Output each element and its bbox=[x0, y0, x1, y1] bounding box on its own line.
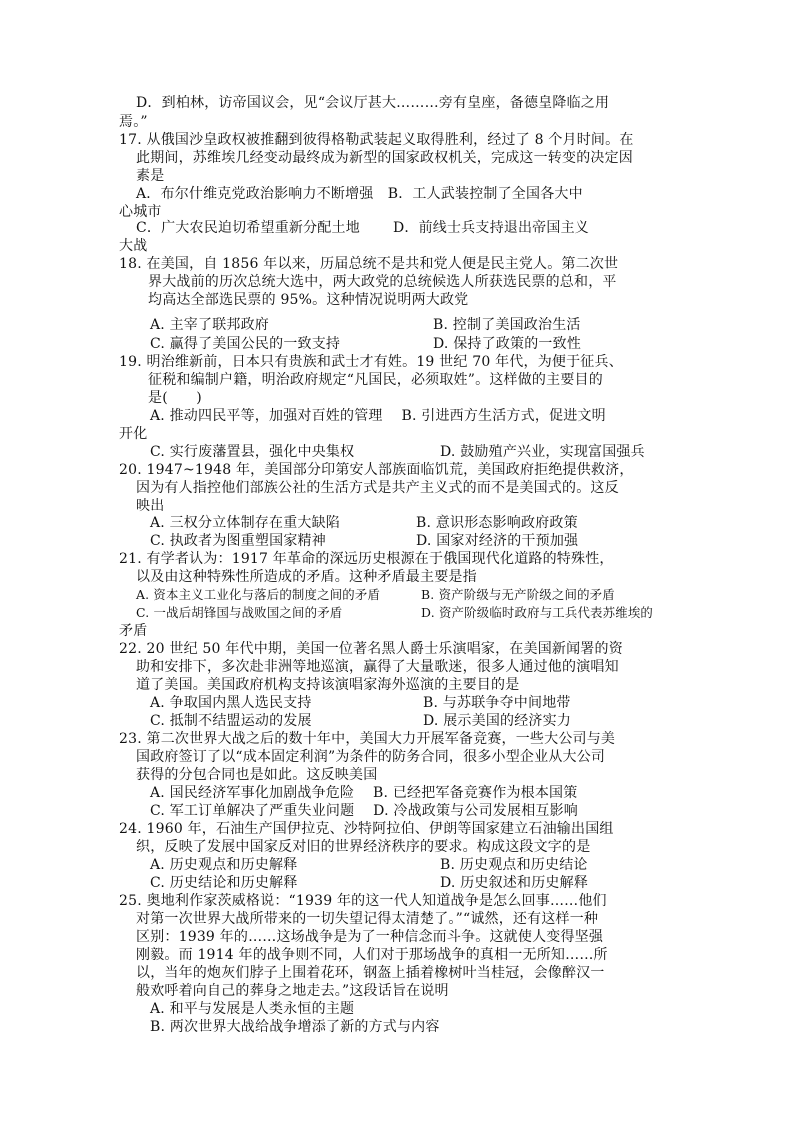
q20-option-d: D. 国家对经济的干预加强 bbox=[416, 533, 579, 549]
q18-stem-line2: 界大战前的历次总统大选中，两大政党的总统候选人所获选民票的总和，平 bbox=[148, 274, 617, 290]
q22-stem-line3: 道了美国。美国政府机构支持该演唱家海外巡演的主要目的是 bbox=[136, 677, 520, 693]
q22-option-a: A. 争取国内黑人选民支持 bbox=[150, 695, 312, 711]
q17-stem-line3: 素是 bbox=[136, 168, 165, 184]
q21-option-b: B. 资产阶级与无产阶级之间的矛盾 bbox=[421, 587, 615, 602]
q22-stem-line2: 助和安排下，多次赴非洲等地巡演，赢得了大量歌迷，很多人通过他的演唱知 bbox=[136, 659, 619, 675]
q25-stem-line5: 以，当年的炮灰们脖子上围着花环，钢盔上插着橡树叶当桂冠，会像醉汉一 bbox=[136, 965, 605, 981]
q17-option-d-cont: 大战 bbox=[119, 238, 148, 254]
q23-option-ab: A. 国民经济军事化加剧战争危险 B. 已经把军备竞赛作为根本国策 bbox=[150, 785, 578, 801]
q18-stem-line3: 均高达全部选民票的 95%。这种情况说明两大政党 bbox=[148, 292, 469, 308]
q17-stem-line1: 17. 从俄国沙皇政权被推翻到彼得格勒武装起义取得胜利，经过了 8 个月时间。在 bbox=[119, 132, 634, 148]
q20-stem-line1: 20. 1947~1948 年，美国部分印第安人部族面临饥荒，美国政府拒绝提供救济， bbox=[119, 462, 634, 478]
q18-option-a: A. 主宰了联邦政府 bbox=[150, 317, 270, 333]
q25-stem-line2: 对第一次世界大战所带来的一切失望记得太清楚了。”“诚然，还有这样一种 bbox=[136, 911, 599, 927]
q21-option-d-cont: 矛盾 bbox=[119, 623, 148, 639]
q25-option-a: A. 和平与发展是人类永恒的主题 bbox=[150, 1001, 355, 1017]
q19-option-c: C. 实行废藩置县，强化中央集权 bbox=[150, 444, 355, 460]
q16-option-d-line1: D．到柏林，访帝国议会，见“会议厅甚大………旁有皇座，备德皇降临之用 bbox=[136, 95, 610, 111]
q23-stem-line3: 获得的分包合同也是如此。这反映美国 bbox=[136, 767, 378, 783]
q17-option-ab: A．布尔什维克党政治影响力不断增强 B．工人武装控制了全国各大中 bbox=[136, 186, 583, 202]
q22-option-c: C. 抵制不结盟运动的发展 bbox=[150, 713, 312, 729]
q25-stem-line3: 区别：1939 年的……这场战争是为了一种信念而斗争。这就使人变得坚强 bbox=[136, 929, 604, 945]
q18-stem-line1: 18. 在美国，自 1856 年以来，历届总统不是共和党人便是民主党人。第二次世 bbox=[119, 256, 619, 272]
q20-stem-line2: 因为有人指控他们部族公社的生活方式是共产主义式的而不是美国式的。这反 bbox=[136, 480, 619, 496]
q24-stem-line1: 24. 1960 年，石油生产国伊拉克、沙特阿拉伯、伊朗等国家建立石油输出国组 bbox=[119, 821, 614, 837]
q16-option-d-line2: 焉。” bbox=[119, 114, 148, 130]
q19-stem-line2: 征税和编制户籍，明治政府规定“凡国民，必须取姓”。这样做的主要目的 bbox=[148, 372, 603, 388]
q23-stem-line1: 23. 第二次世界大战之后的数十年中，美国大力开展军备竞赛，一些大公司与美 bbox=[119, 731, 616, 747]
q23-stem-line2: 国政府签订了以“成本固定利润”为条件的防务合同，很多小型企业从大公司 bbox=[136, 749, 606, 765]
q19-stem-line1: 19. 明治维新前，日本只有贵族和武士才有姓。19 世纪 70 年代，为便于征兵、 bbox=[119, 354, 623, 370]
q20-option-a: A. 三权分立体制存在重大缺陷 bbox=[150, 515, 341, 531]
q23-option-cd: C. 军工订单解决了严重失业问题 D. 冷战政策与公司发展相互影响 bbox=[150, 803, 578, 819]
q24-option-c: C. 历史结论和历史解释 bbox=[150, 875, 298, 891]
q20-stem-line3: 映出 bbox=[136, 498, 165, 514]
q21-option-d: D. 资产阶级临时政府与工兵代表苏维埃的 bbox=[421, 605, 654, 620]
q21-stem-line1: 21. 有学者认为：1917 年革命的深远历史根源在于俄国现代化道路的特殊性， bbox=[119, 551, 614, 567]
q19-option-ab: A. 推动四民平等，加强对百姓的管理 B. 引进西方生活方式，促进文明 bbox=[150, 408, 606, 424]
q22-option-d: D. 展示美国的经济实力 bbox=[423, 713, 572, 729]
q18-option-c: C. 赢得了美国公民的一致支持 bbox=[150, 336, 341, 352]
q21-option-a: A. 资本主义工业化与落后的制度之间的矛盾 bbox=[136, 587, 381, 602]
q19-option-d: D. 鼓励殖产兴业，实现富国强兵 bbox=[440, 444, 645, 460]
q25-stem-line4: 刚毅。而 1914 年的战争则不同，人们对于那场战争的真相一无所知……所 bbox=[136, 947, 608, 963]
q24-option-d: D. 历史叙述和历史解释 bbox=[440, 875, 589, 891]
q19-option-b-cont: 开化 bbox=[119, 426, 148, 442]
q17-option-cd: C．广大农民迫切希望重新分配土地 D．前线士兵支持退出帝国主义 bbox=[136, 220, 589, 236]
q18-option-d: D. 保持了政策的一致性 bbox=[433, 336, 582, 352]
q25-stem-line6: 般欢呼着向自己的葬身之地走去。”这段话旨在说明 bbox=[136, 983, 449, 999]
q18-option-b: B. 控制了美国政治生活 bbox=[433, 317, 581, 333]
q24-option-b: B. 历史观点和历史结论 bbox=[440, 857, 588, 873]
q21-option-c: C. 一战后胡锋国与战败国之间的矛盾 bbox=[136, 605, 343, 620]
q22-stem-line1: 22. 20 世纪 50 年代中期，美国一位著名黑人爵士乐演唱家，在美国新闻署的资 bbox=[119, 641, 623, 657]
q20-option-c: C. 执政者为图重塑国家精神 bbox=[150, 533, 326, 549]
q17-option-b-cont: 心城市 bbox=[119, 204, 162, 220]
q25-option-b: B. 两次世界大战给战争增添了新的方式与内容 bbox=[150, 1019, 440, 1035]
q20-option-b: B. 意识形态影响政府政策 bbox=[416, 515, 578, 531]
q21-stem-line2: 以及由这种特殊性所造成的矛盾。这种矛盾最主要是指 bbox=[136, 569, 477, 585]
q19-stem-line3: 是( ) bbox=[148, 390, 202, 406]
q25-stem-line1: 25. 奥地利作家茨威格说：“1939 年的这一代人知道战争是怎么回事……他们 bbox=[119, 893, 607, 909]
q17-stem-line2: 此期间，苏维埃几经变动最终成为新型的国家政权机关，完成这一转变的决定因 bbox=[136, 150, 633, 166]
q24-option-a: A. 历史观点和历史解释 bbox=[150, 857, 298, 873]
q22-option-b: B. 与苏联争夺中间地带 bbox=[423, 695, 571, 711]
q24-stem-line2: 织，反映了发展中国家反对旧的世界经济秩序的要求。构成这段文字的是 bbox=[136, 839, 591, 855]
